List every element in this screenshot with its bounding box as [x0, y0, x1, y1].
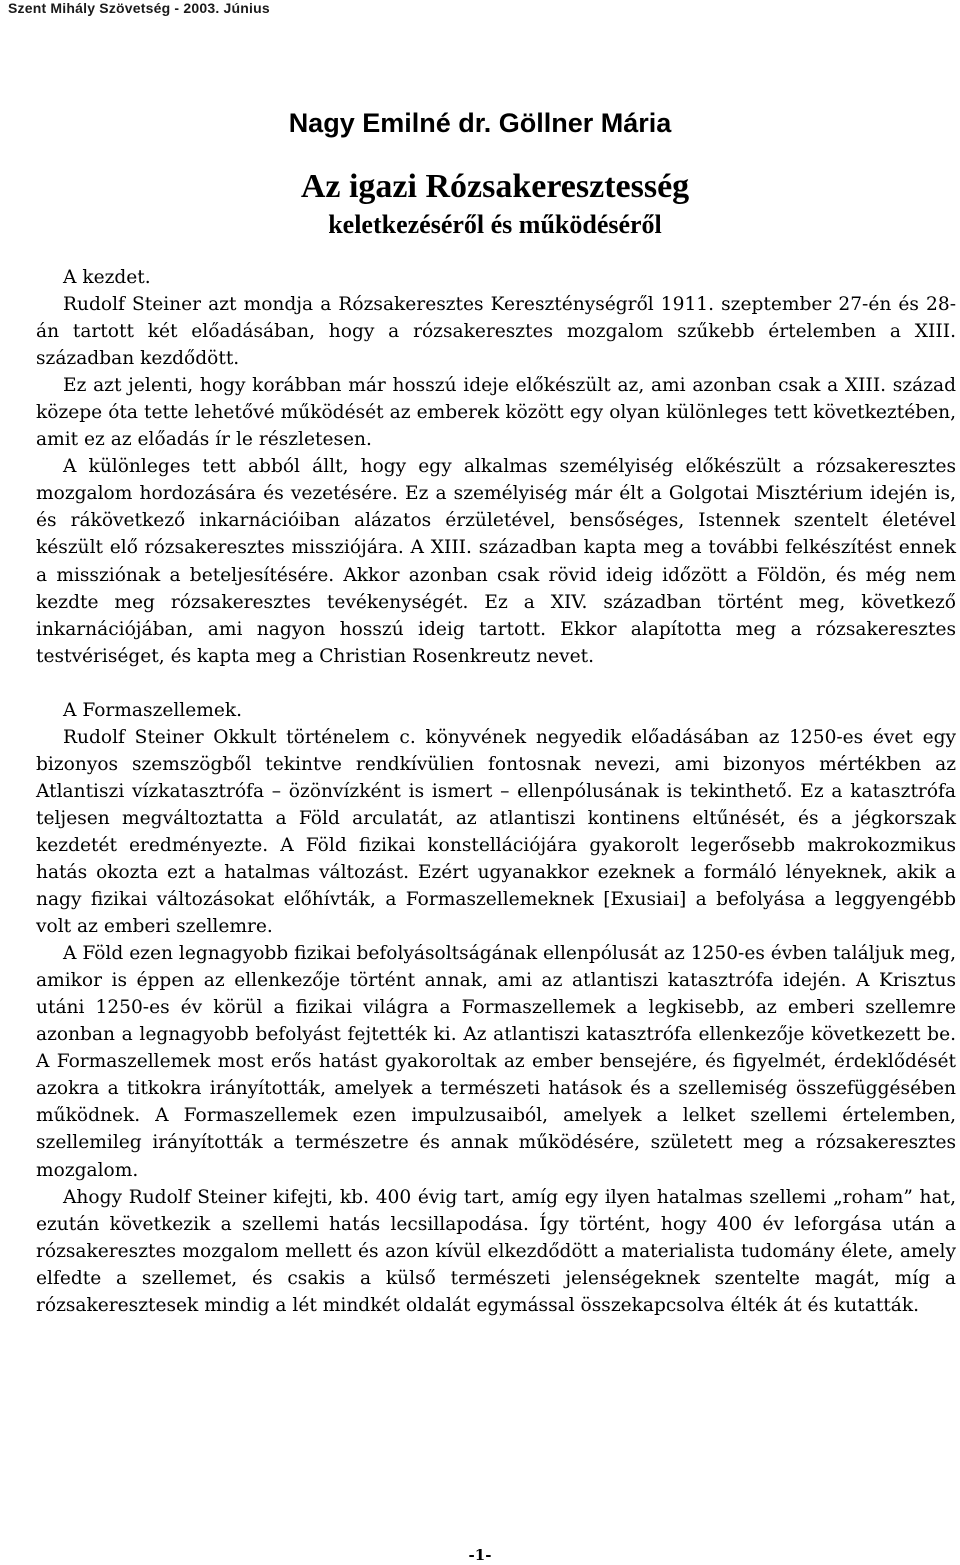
paragraph: A különleges tett abból állt, hogy egy alkalmas személyiség előkészült a rózsakeresztes mozgalom hordozására és vezetésére. Ez a személyiség már élt a Golgotai Misztérium idején is, és rákövetkező inkarnációiban alázatos érzületével, bensőséges, Istennek szentelt életével készült elő rózsakeresztes missziójára. A XIII. században kapta meg a további felkészítést ennek a missziónak a beteljesítésére. Akkor azonban csak rövid ideig időzött a Földön, és még nem kezdte meg rózsakeresztes tevékenységét. Ez a XIV. században történt meg, következő inkarnációjában, ami nagyon hosszú ideig tartott. Ekkor alapította meg a rózsakeresztes testvériséget, és kapta meg a Christian Rosenkreutz nevet.: [36, 456, 956, 667]
section-heading: A kezdet.: [63, 267, 151, 288]
page-number: -1-: [468, 1546, 492, 1564]
paragraph: Rudolf Steiner Okkult történelem c. könyvének negyedik előadásában az 1250-es évet egy bizonyos szemszögből tekintve rendkívülien fontosnak nevezi, ami bizonyos mértékben az Atlantiszi vízkatasztrófa – özönvízként is ismert – ellenpólusának is tekinthető. Ez a katasztrófa teljesen megváltoztatta a Föld arculatát, az atlantiszi kontinens eltűnését, és a jégkorszak kezdetét eredményezte. A Föld fizikai konstellációjára gyakorolt legerősebb makrokozmikus hatás okozta ezt a hatalmas változást. Ezért ugyanakkor ezeknek a formáló lényeknek, akik a nagy fizikai változásokat előhívták, a Formaszellemeknek [Exusiai] a befolyása a leggyengébb volt az emberi szellemre.: [36, 726, 956, 938]
paragraph: Rudolf Steiner azt mondja a Rózsakeresztes Kereszténységről 1911. szeptember 27-én és 28-án tartott két előadásában, hogy a rózsakeresztes mozgalom szűkebb értelemben a XIII. században kezdődött.: [36, 294, 956, 370]
section-gap: [36, 670, 956, 697]
paragraph: Ahogy Rudolf Steiner kifejti, kb. 400 évig tart, amíg egy ilyen hatalmas szellemi „roham” hat, ezután következik a szellemi hatás lecsillapodása. Így történt, hogy 400 év leforgása után a rózsakeresztes mozgalom mellett és azon kívül elkezdődött a materialista tudomány élete, amely elfedte a szellemet, és csakis a külső természeti jelenségeknek szentelte magát, míg a rózsakeresztesek mindig a lét mindkét oldalát egymással összekapcsolva élték át és kutatták.: [36, 1186, 956, 1316]
paragraph: A Föld ezen legnagyobb fizikai befolyásoltságának ellenpólusát az 1250-es évben találjuk meg, amikor is éppen az ellenkezője történt annak, ami az atlantiszi katasztrófa idején. A Krisztus utáni 1250-es év körül a fizikai világra a Formaszellemek a legkisebb, az emberi szellemre azonban a legnagyobb befolyást fejtették ki. Az atlantiszi katasztrófa ellenkezője következett be. A Formaszellemek most erős hatást gyakoroltak az ember bensejére, és figyelmét, érdeklődését azokra a titkokra irányították, amelyek a természeti hatások és a szellemiség összefüggésében működnek. A Formaszellemek ezen impulzusaiból, amelyek a lelket szellemi értelemben, szellemileg irányították a természetre és annak működésére, született meg a rózsakeresztes mozgalom.: [36, 943, 956, 1181]
article-body: [36, 264, 956, 1319]
section-heading: A Formaszellemek.: [63, 699, 243, 721]
article-subtitle: keletkezéséről és működéséről: [328, 210, 662, 239]
running-header: Szent Mihály Szövetség - 2003. Június: [8, 0, 270, 16]
article-title: Az igazi Rózsakeresztesség: [300, 168, 690, 205]
author-name: Nagy Emilné dr. Göllner Mária: [288, 108, 672, 138]
paragraph: Ez azt jelenti, hogy korábban már hosszú ideje előkészült az, ami azonban csak a XIII. század közepe óta tette lehetővé működését az emberek között egy olyan különleges tett következtében, amit ez az előadás ír le részletesen.: [36, 375, 956, 451]
